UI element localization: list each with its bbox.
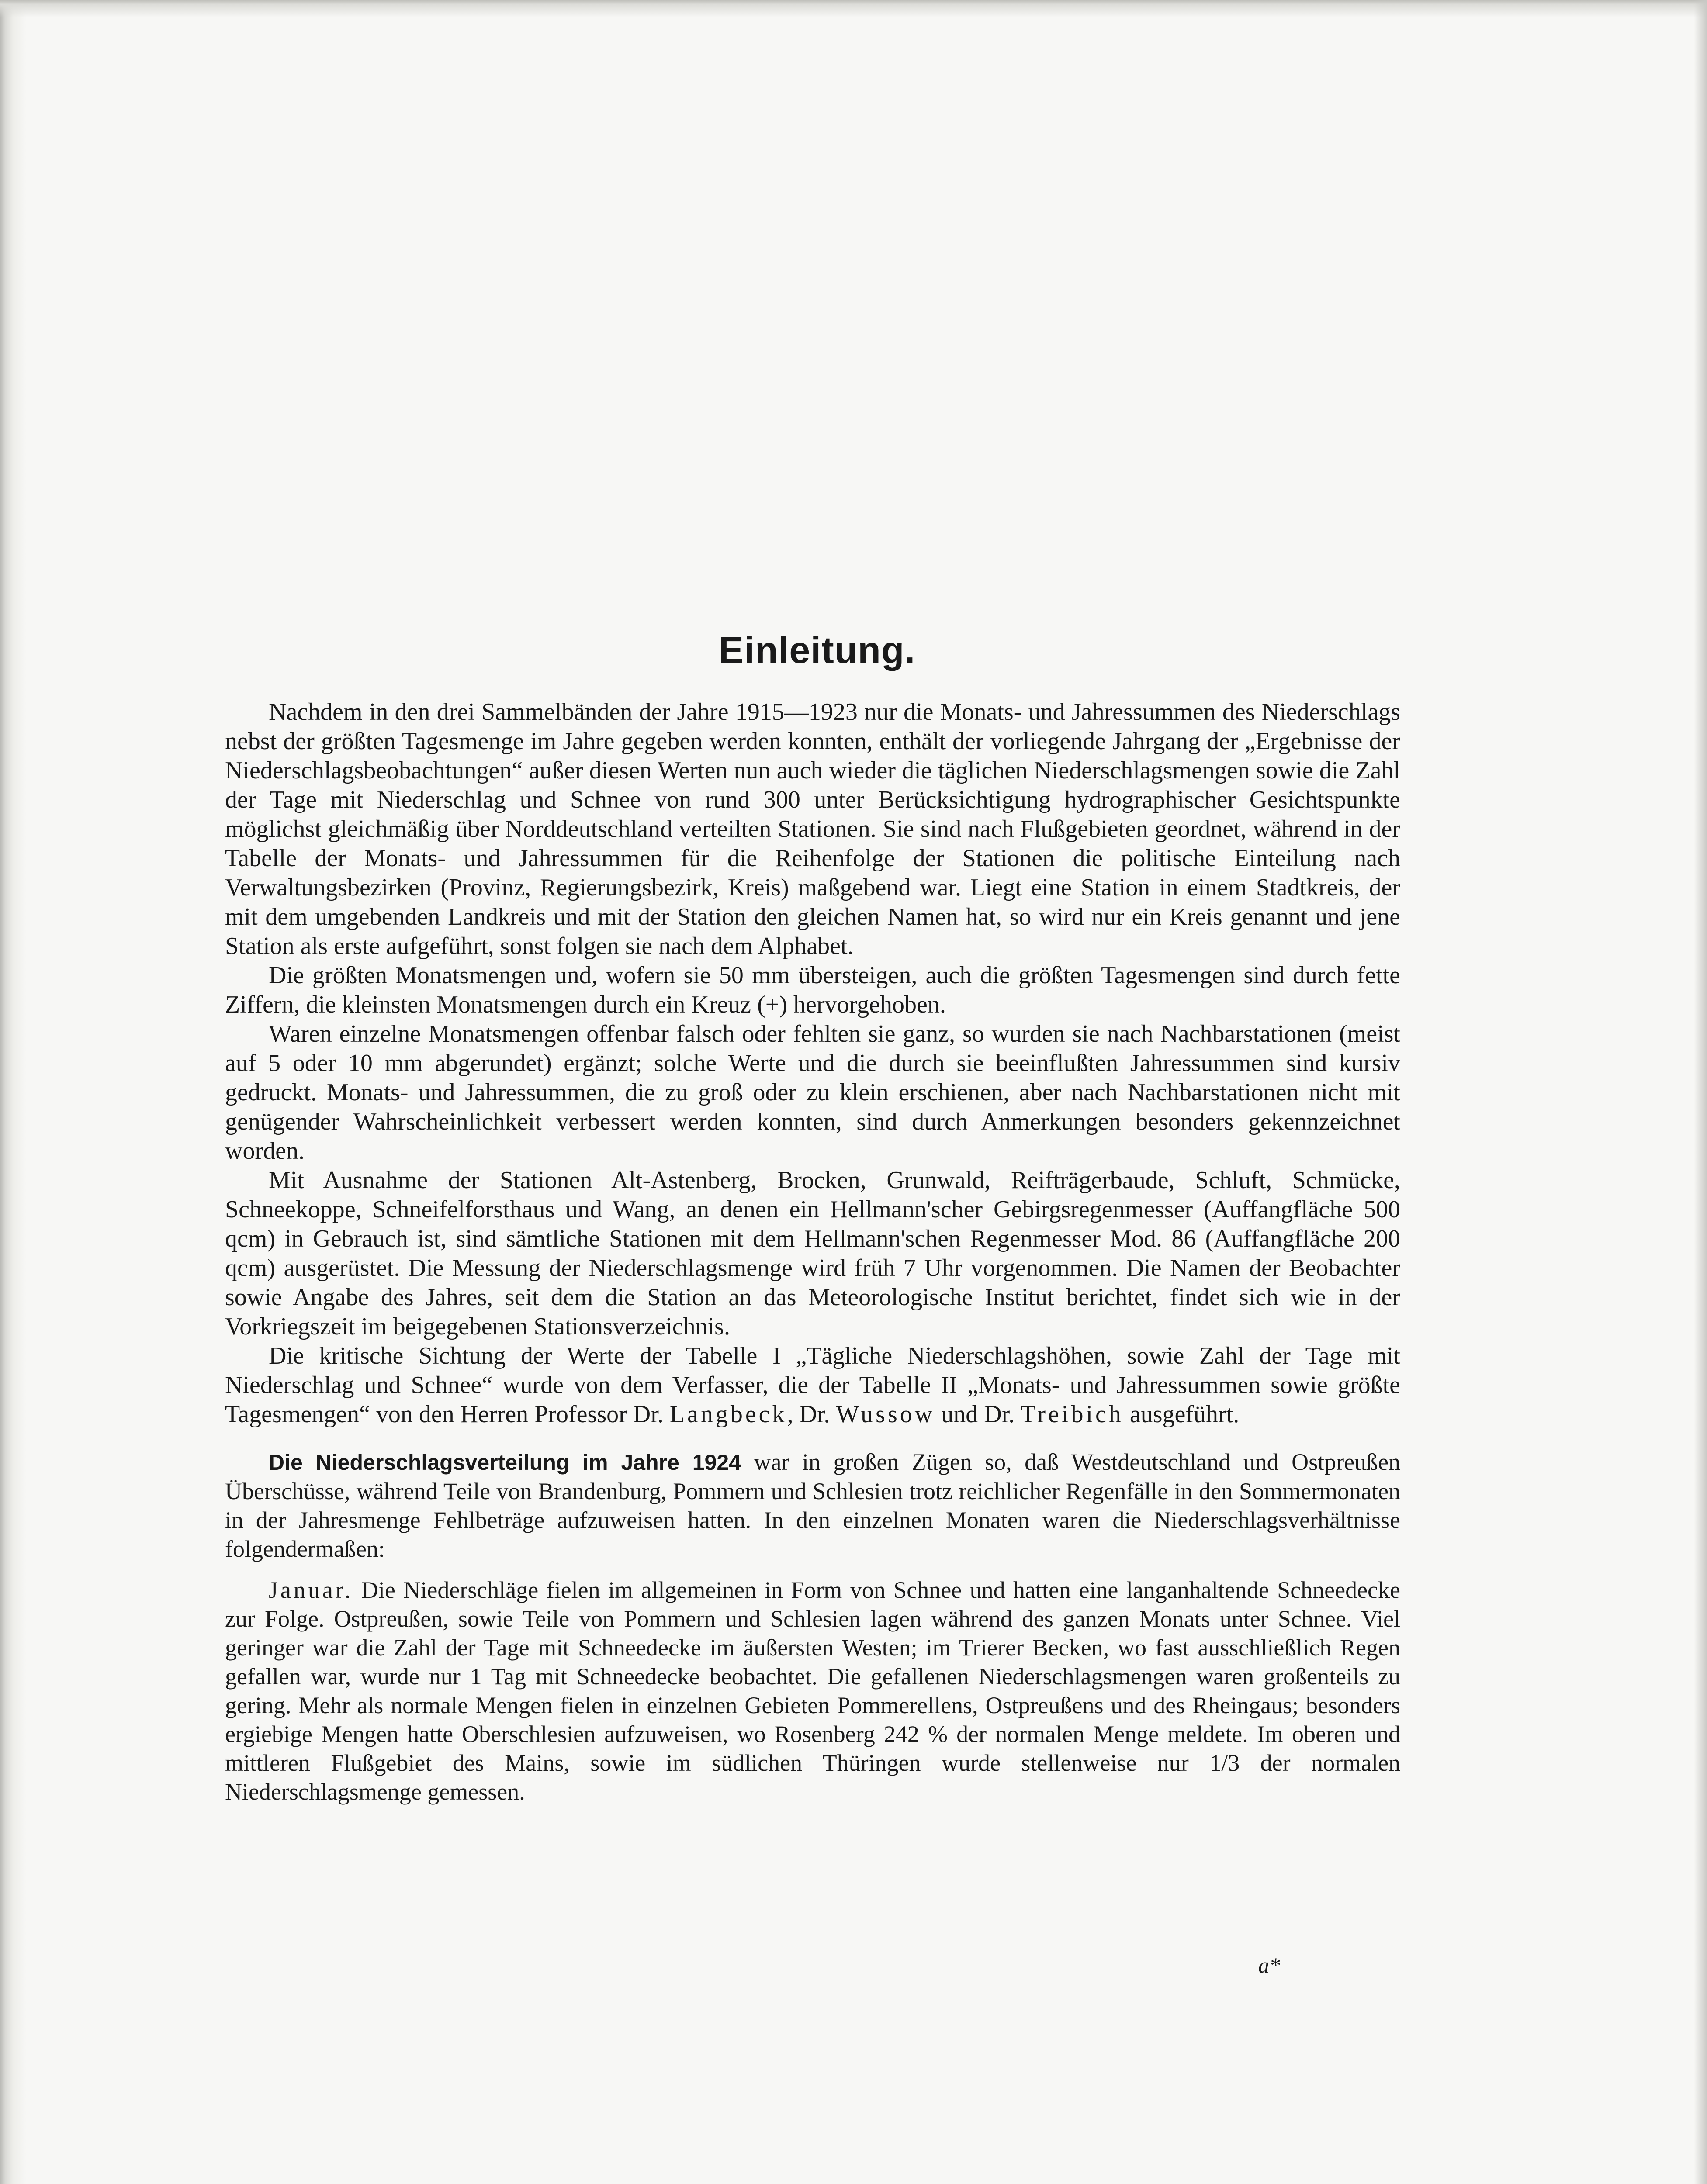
page-title: Einleitung. bbox=[718, 629, 916, 671]
paragraph-max-values: Die größten Monatsmengen und, wofern sie 50 mm übersteigen, auch die größten Tagesmengen sind durch fette Ziffern, die kleinsten Monatsmengen durch ein Kreuz (+) hervorgehoben. bbox=[225, 962, 1400, 1018]
paragraph-distribution bbox=[225, 1448, 1400, 1563]
scan-edge-top bbox=[0, 0, 1707, 17]
credits-name-langbeck: Langbeck bbox=[669, 1401, 787, 1428]
scan-edge-left bbox=[0, 0, 26, 2184]
credits-name-wussow: Wussow bbox=[836, 1401, 935, 1428]
signature-mark: a* bbox=[1258, 1953, 1280, 1977]
paragraph-credits bbox=[225, 1341, 1400, 1429]
distribution-lead: Die Niederschlagsverteilung im Jahre 1924 bbox=[269, 1450, 741, 1475]
section-spacer bbox=[225, 1563, 1400, 1576]
month-label-january: Januar. bbox=[269, 1577, 353, 1603]
scan-edge-right bbox=[1694, 0, 1707, 2184]
paragraph-corrections: Waren einzelne Monatsmengen offenbar falsch oder fehlten sie ganz, so wurden sie nach Nachbarstationen (meist auf 5 oder 10 mm abgerundet) ergänzt; solche Werte und die durch sie beeinflußten Jahressummen sind kursiv gedruckt. Monats- und Jahressummen, die zu groß oder zu klein erschienen, aber nach Nachbarstationen nicht mit genügender Wahrscheinlichkeit verbessert werden konnten, sind durch Anmerkungen besonders gekennzeichnet worden. bbox=[225, 1020, 1400, 1165]
paragraph-intro: Nachdem in den drei Sammelbänden der Jahre 1915—1923 nur die Monats- und Jahressummen des Niederschlags nebst der größten Tagesmenge im Jahre gegeben werden konnten, enthält der vorliegende Jahrgang der „Ergebnisse der Niederschlagsbeobachtungen“ außer diesen Werten nun auch wieder die täglichen Niederschlagsmengen sowie die Zahl der Tage mit Niederschlag und Schnee von rund 300 unter Berücksichtigung hydrographischer Gesichtspunkte möglichst gleichmäßig über Norddeutschland verteilten Stationen. Sie sind nach Flußgebieten geordnet, während in der Tabelle der Monats- und Jahressummen für die Reihenfolge der Stationen die politische Einteilung nach Verwaltungsbezirken (Provinz, Regierungsbezirk, Kreis) maßgebend war. Liegt eine Station in einem Stadtkreis, der mit dem umgebenden Landkreis und mit der Station den gleichen Namen hat, so wird nur ein Kreis genannt und jene Station als erste aufgeführt, sonst folgen sie nach dem Alphabet. bbox=[225, 698, 1400, 960]
distribution-text: war in großen Zügen so, daß Westdeutschland und Ostpreußen Überschüsse, während Teile von Brandenburg, Pommern und Schlesien trotz reichlicher Regenfälle in den Sommermonaten in der Jahresmenge Fehlbeträge aufzuweisen hatten. In den einzelnen Monaten waren die Niederschlagsverhältnisse folgendermaßen: bbox=[225, 1449, 1401, 1562]
january-text: Die Niederschläge fielen im allgemeinen in Form von Schnee und hatten eine langanhaltende Schneedecke zur Folge. Ostpreußen, sowie Teile von Pommern und Schlesien lagen während des ganzen Monats unter Schnee. Viel geringer war die Zahl der Tage mit Schneedecke im äußersten Westen; im Trierer Becken, wo fast ausschließlich Regen gefallen war, wurde nur 1 Tag mit Schneedecke beobachtet. Die gefallenen Niederschlagsmengen waren großenteils zu gering. Mehr als normale Mengen fielen in einzelnen Gebieten Pommerellens, Ostpreußens und des Rheingaus; besonders ergiebige Mengen hatte Oberschlesien aufzuweisen, wo Rosenberg 242 % der normalen Menge meldete. Im oberen und mittleren Flußgebiet des Mains, sowie im südlichen Thüringen wurde stellenweise nur 1/3 der normalen Niederschlagsmenge gemessen. bbox=[225, 1577, 1400, 1805]
credits-name-treibich: Treibich bbox=[1021, 1401, 1124, 1428]
credits-closing: ausgeführt. bbox=[1129, 1401, 1240, 1428]
credits-text: Die kritische Sichtung der Werte der Tabelle I „Tägliche Niederschlagshöhen, sowie Zahl der Tage mit Niederschlag und Schnee“ wurde von dem Verfasser, die der Tabelle II „Monats- und Jahressummen sowie größte Tagesmengen“ von den Herren Professor Dr. bbox=[225, 1342, 1400, 1428]
section-spacer bbox=[225, 1429, 1400, 1448]
paragraph-january bbox=[225, 1576, 1400, 1806]
credits-separator: und Dr. bbox=[941, 1401, 1015, 1428]
credits-separator: , Dr. bbox=[787, 1401, 830, 1428]
document-page bbox=[225, 629, 1400, 1806]
paragraph-instruments: Mit Ausnahme der Stationen Alt-Astenberg, Brocken, Grunwald, Reifträgerbaude, Schluft, Schmücke, Schneekoppe, Schneifelforsthaus und Wang, an denen ein Hellmann'scher Gebirgsregenmesser (Auffangfläche 500 qcm) in Gebrauch ist, sind sämtliche Stationen mit dem Hellmann'schen Regenmesser Mod. 86 (Auffangfläche 200 qcm) ausgerüstet. Die Messung der Niederschlagsmenge wird früh 7 Uhr vorgenommen. Die Namen der Beobachter sowie Angabe des Jahres, seit dem die Station an das Meteorologische Institut berichtet, findet sich wie in der Vorkriegszeit im beigegebenen Stationsverzeichnis. bbox=[225, 1167, 1400, 1340]
